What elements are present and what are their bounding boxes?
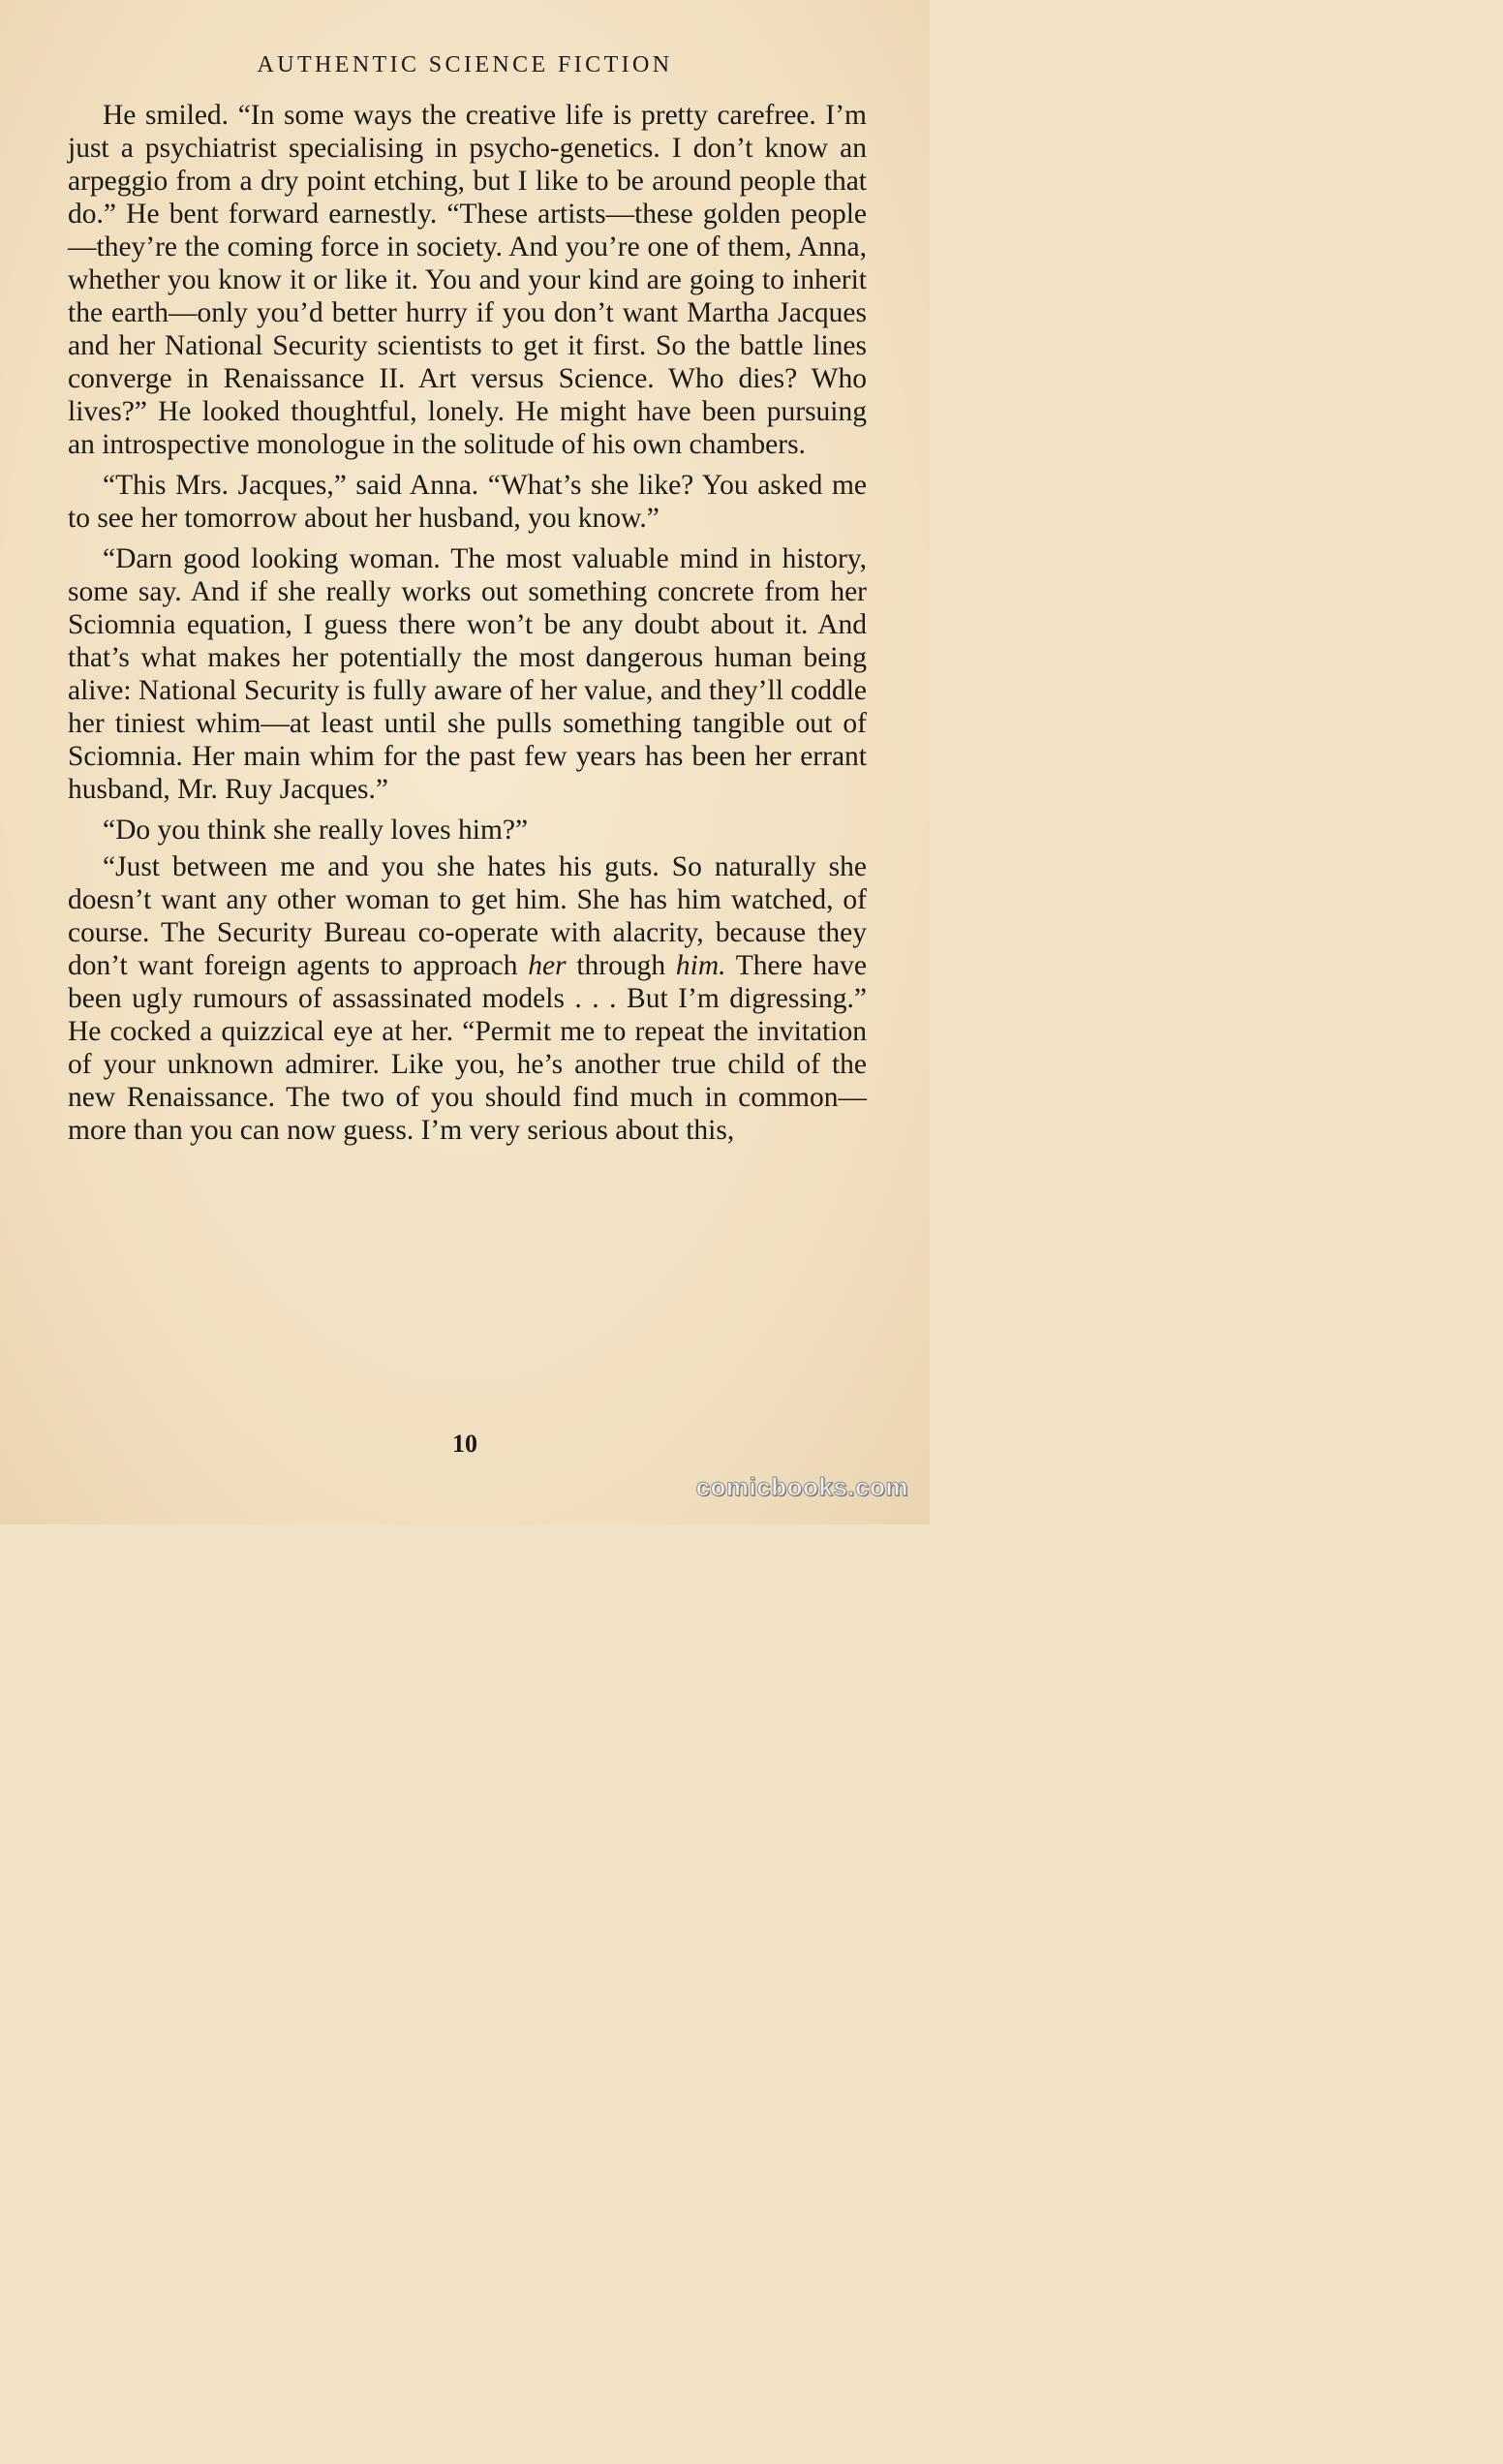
paragraph [68, 542, 867, 806]
paragraph-text: “Darn good looking woman. The most valuable mind in history, some say. And if she really works out something concrete from her Sciomnia equation, I guess there won’t be any doubt about it. And that’s what makes her potentially the most dangerous human being alive: National Security is fully aware of her value, and they’ll coddle her tiniest whim—at least until she pulls something tangible out of Sciomnia. Her main whim for the past few years has been her errant husband, Mr. Ruy Jacques.” [68, 543, 867, 805]
paragraph [68, 99, 867, 461]
italic-word: her [528, 950, 567, 981]
page-number: 10 [452, 1430, 477, 1458]
paragraph-text: “This Mrs. Jacques,” said Anna. “What’s she like? You asked me to see her tomorrow about her husband, you know.” [68, 470, 867, 534]
paragraph-text: “Just between me and you she hates his guts. So naturally she doesn’t want any other woman to get him. She has him watched, of course. The Security Bureau co-operate with alacrity, because they don’t want foreign agents to approach [68, 851, 867, 981]
paragraph [68, 814, 867, 847]
running-head: AUTHENTIC SCIENCE FICTION [257, 52, 673, 77]
paragraph [68, 850, 867, 1147]
paragraph [68, 469, 867, 535]
paragraph-text: through [566, 950, 676, 981]
body-text [68, 99, 867, 1155]
paragraph-text: “Do you think she really loves him?” [103, 815, 529, 846]
paragraph-text: He smiled. “In some ways the creative life is pretty carefree. I’m just a psychiatrist specialising in psycho-genetics. I don’t know an arpeggio from a dry point etching, but I like to be around people that do.” He bent forward earnestly. “These artists—these golden people—they’re the coming force in society. And you’re one of them, Anna, whether you know it or like it. You and your kind are going to inherit the earth—only you’d better hurry if you don’t want Martha Jacques and her National Security scientists to get it first. So the battle lines converge in Renaissance II. Art versus Science. Who dies? Who lives?” He looked thoughtful, lonely. He might have been pursuing an introspective monologue in the solitude of his own chambers. [68, 100, 867, 460]
paragraph-text: There have been ugly rumours of assassinated models . . . But I’m digressing.” He cocked a quizzical eye at her. “Permit me to repeat the invitation of your unknown admirer. Like you, he’s another true child of the new Renaissance. The two of you should find much in common—more than you can now guess. I’m very serious about this, [68, 950, 867, 1146]
italic-word: him. [675, 950, 726, 981]
book-page [0, 0, 930, 1525]
watermark-logo: comicbooks.com [695, 1472, 908, 1501]
